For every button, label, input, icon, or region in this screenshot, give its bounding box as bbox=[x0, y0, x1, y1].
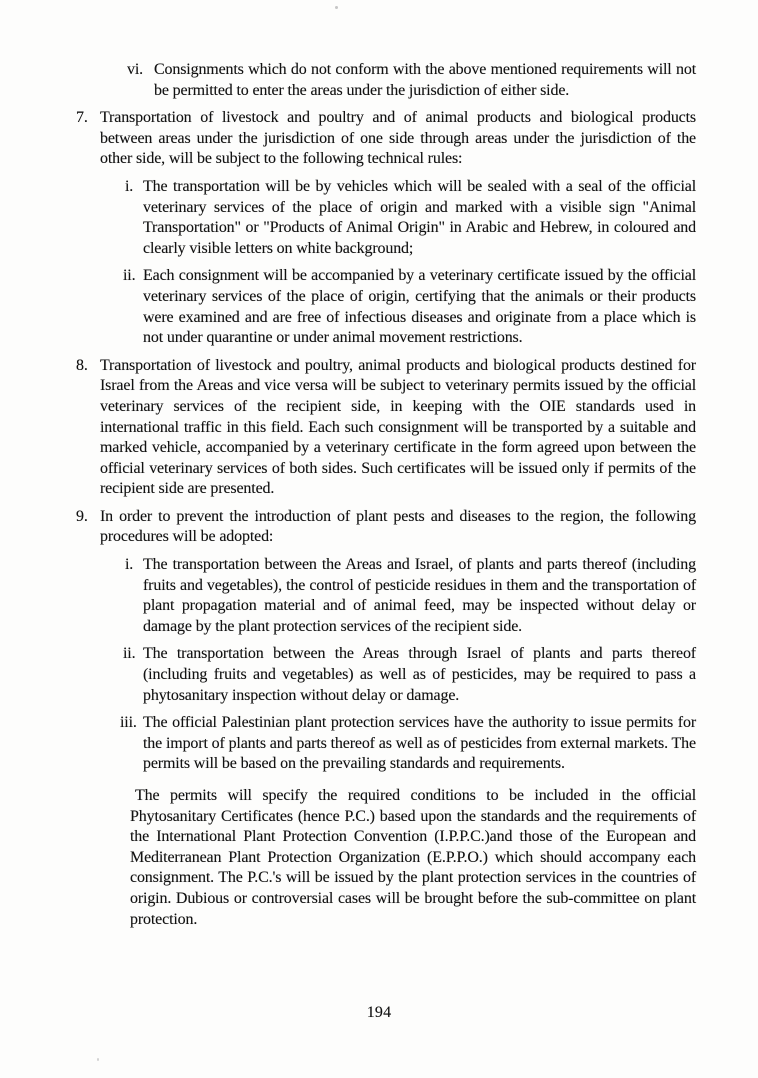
clause-vi bbox=[127, 60, 696, 101]
clause-text: Consignments which do not conform with the above mentioned requirements will not be permitted to enter the areas under the jurisdiction of either side. bbox=[154, 61, 696, 99]
clause-marker: 8. bbox=[76, 356, 88, 374]
clause-text: The transportation will be by vehicles which will be sealed with a seal of the official veterinary services of the place of origin and marked with a visible sign "Animal Transportation" or "Products of Animal Origin" in Arabic and Hebrew, in coloured and clearly visible letters on white background; bbox=[143, 177, 696, 257]
clause-text: Each consignment will be accompanied by a veterinary certificate issued by the official veterinary services of the place of origin, certifying that the animals or their products were examined and are free of infectious diseases and originate from a place which is not under quarantine or under animal movement restrictions. bbox=[143, 267, 696, 347]
clause-text: Transportation of livestock and poultry, animal products and biological products destined for Israel from the Areas and vice versa will be subject to veterinary permits issued by the official veterinary services of the recipient side, in keeping with the OIE standards used in international traffic in this field. Each such consignment will be transported by a suitable and marked vehicle, accompanied by a veterinary certificate in the form agreed upon between the official veterinary services of both sides. Such certificates will be issued only if permits of the recipient side are presented. bbox=[100, 356, 696, 498]
clause-marker: i. bbox=[125, 556, 134, 574]
clause-text: Transportation of livestock and poultry and of animal products and biological products between areas under the jurisdiction of one side through areas under the jurisdiction of the other side, will be subject to the following technical rules: bbox=[100, 109, 696, 168]
scan-speck bbox=[335, 6, 338, 9]
clause-marker: i. bbox=[125, 177, 134, 195]
clause-7 bbox=[76, 108, 696, 170]
clause-7-i bbox=[125, 177, 696, 259]
clause-9 bbox=[76, 507, 696, 548]
clause-text: In order to prevent the introduction of plant pests and diseases to the region, the following procedures will be adopted: bbox=[100, 507, 696, 546]
clause-text: The official Palestinian plant protection services have the authority to issue permits for the import of plants and parts thereof as well as of pesticides from external markets. The permits will be based on the prevailing standards and requirements. bbox=[143, 714, 696, 773]
scan-speck bbox=[97, 1058, 99, 1061]
clause-9-iii bbox=[120, 713, 696, 775]
clause-9-i bbox=[125, 555, 696, 637]
clause-text: The transportation between the Areas and Israel, of plants and parts thereof (including fruits and vegetables), the control of pesticide residues in them and the transportation of plant propagation material and of animal feed, may be inspected without delay or damage by the plant protection services of the recipient side. bbox=[143, 556, 696, 635]
clause-8 bbox=[76, 356, 696, 500]
clause-marker: vi. bbox=[127, 61, 143, 78]
clause-text: The permits will specify the required conditions to be included in the official Phytosanitary Certificates (hence P.C.) based upon the standards and the requirements of the International Plant Protection Convention (I.P.P.C.)and those of the European and Mediterranean Plant Protection Organization (E.P.P.O.) which should accompany each consignment. The P.C.'s will be issued by the plant protection services in the countries of origin. Dubious or controversial cases will be brought before the sub-committee on plant protection. bbox=[130, 787, 696, 928]
clause-marker: 9. bbox=[76, 507, 88, 525]
clause-marker: ii. bbox=[123, 645, 136, 663]
clause-text: The transportation between the Areas through Israel of plants and parts thereof (including fruits and vegetables) as well as of pesticides, may be required to pass a phytosanitary inspection without delay or damage. bbox=[143, 645, 696, 704]
clause-marker: ii. bbox=[123, 267, 136, 285]
clause-9-ii bbox=[123, 644, 696, 706]
clause-7-ii bbox=[123, 266, 696, 348]
clause-9-iii-continuation bbox=[130, 786, 696, 930]
page-number: 194 bbox=[366, 1004, 392, 1021]
clause-marker: iii. bbox=[120, 714, 137, 732]
clause-marker: 7. bbox=[76, 109, 88, 127]
